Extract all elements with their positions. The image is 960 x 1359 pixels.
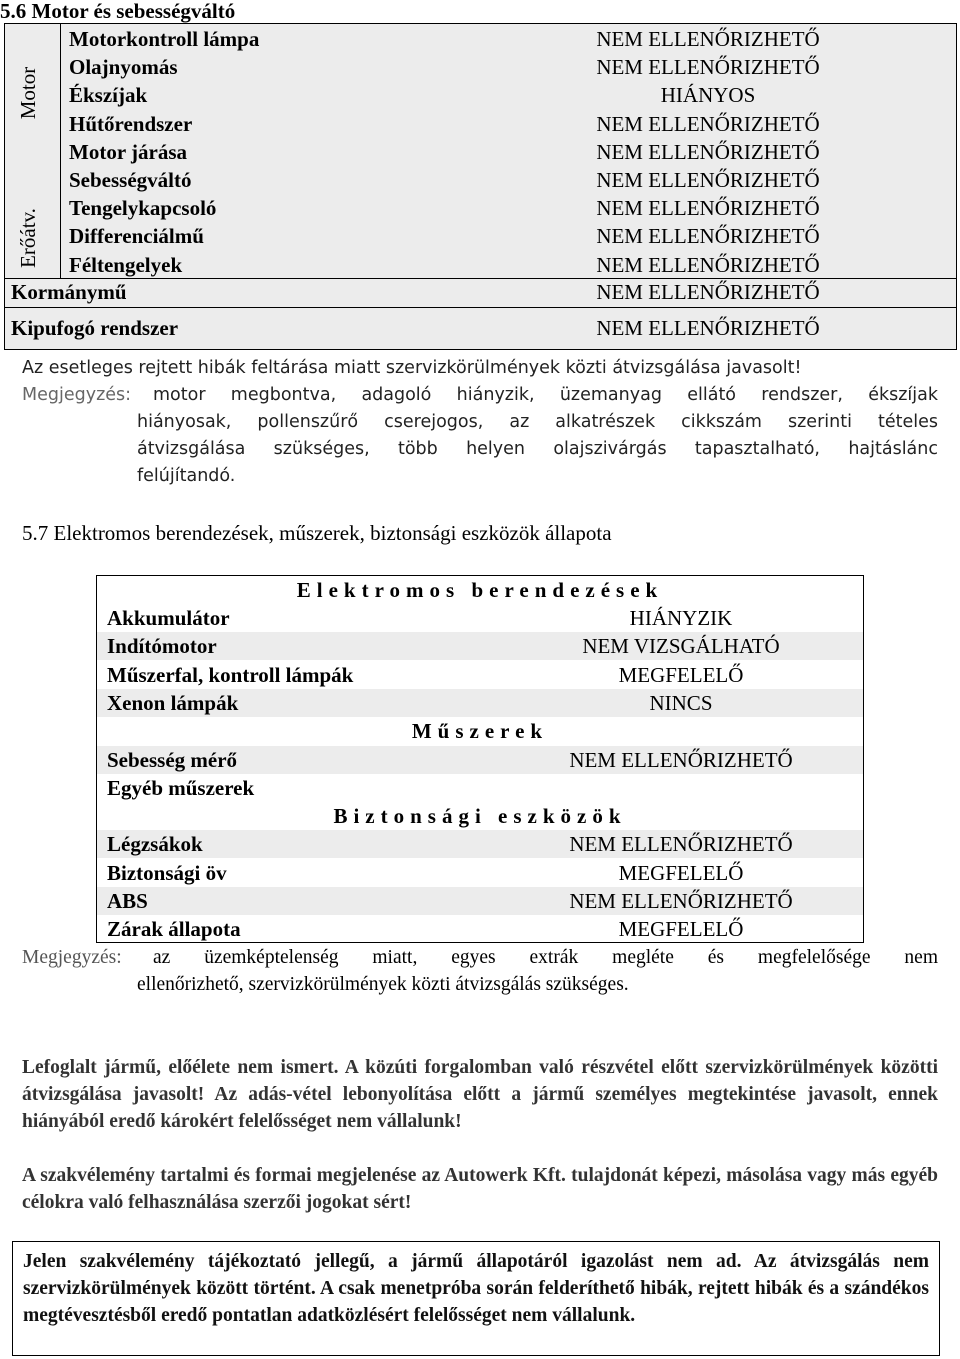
row-value: NEM ELLENŐRIZHETŐ	[569, 889, 793, 913]
remark-label-2: Megjegyzés:	[22, 947, 122, 968]
section-header-row	[97, 802, 863, 830]
row-value: NEM ELLENŐRIZHETŐ	[596, 55, 820, 80]
row-label: Légzsákok	[107, 832, 203, 857]
row-label: Differenciálmű	[69, 224, 204, 249]
row-label: Sebesség mérő	[107, 747, 238, 772]
group-label-motor: Motor	[16, 66, 40, 120]
row-divider	[5, 307, 956, 308]
table-row	[69, 110, 949, 138]
hidden-faults-note: Az esetleges rejtett hibák feltárása miatt szervizkörülmények közti átvizsgálása javasolt!	[22, 358, 802, 378]
table-row	[69, 81, 949, 109]
row-value: MEGFELELŐ	[618, 662, 744, 687]
row-label: Kormánymű	[11, 280, 127, 304]
table-row	[69, 25, 949, 53]
section-header-elektromos: Elektromos berendezések	[296, 578, 664, 602]
row-value: NEM ELLENŐRIZHETŐ	[569, 832, 793, 857]
table-row	[97, 746, 863, 774]
table-row-kipufogo	[11, 314, 951, 342]
row-value: NEM ELLENŐRIZHETŐ	[596, 111, 820, 136]
row-label: Kipufogó rendszer	[11, 316, 179, 340]
row-value: NEM ELLENŐRIZHETŐ	[596, 224, 820, 249]
table-row	[97, 830, 863, 858]
row-label: Motorkontroll lámpa	[69, 27, 260, 51]
table-row	[69, 138, 949, 166]
row-value: NEM ELLENŐRIZHETŐ	[596, 252, 820, 277]
row-value: NEM ELLENŐRIZHETŐ	[596, 168, 820, 192]
table-row	[69, 53, 949, 81]
row-label: Olajnyomás	[69, 55, 178, 80]
section-header-row	[97, 717, 863, 745]
row-label: Egyéb műszerek	[107, 775, 255, 800]
table-row	[97, 859, 863, 887]
row-label: Biztonsági öv	[107, 860, 227, 885]
remark-label: Megjegyzés:	[22, 385, 132, 405]
row-label: Motor járása	[69, 139, 187, 164]
table-row	[97, 632, 863, 660]
table-row	[97, 689, 863, 717]
group-divider	[60, 24, 61, 278]
remark-line: felújítandó.	[137, 466, 236, 486]
table-row-kormanymu	[11, 278, 951, 306]
table-row	[97, 604, 863, 632]
row-value: NEM ELLENŐRIZHETŐ	[596, 196, 820, 221]
group-label-eroatv: Erőátv.	[16, 208, 40, 268]
row-label: Hűtőrendszer	[69, 111, 193, 136]
table-row	[97, 887, 863, 915]
seized-vehicle-paragraph: Lefoglalt jármű, előélete nem ismert. A közúti forgalomban való részvétel előtt szervizkörülmények közötti átvizsgálása javasolt! Az adás-vétel lebonyolítása előtt a jármű személyes megtekintése javasolt, ennek hiányából eredő károkért felelősséget nem vállalunk!	[22, 1057, 938, 1132]
disclaimer-box: Jelen szakvélemény tájékoztató jellegű, a jármű állapotáról igazolást nem ad. Az átvizsgálás nem szervizkörülmények között történt. A csak menetpróba során felderíthető hibák, rejtett hibák és a szándékos megtévesztésből eredő pontatlan adatközlésért felelősséget nem vállalunk.	[12, 1241, 940, 1356]
row-label: Féltengelyek	[69, 252, 183, 277]
remark-line: az üzemképtelenség miatt, egyes extrák megléte és megfelelősége nem	[153, 947, 938, 968]
table-row	[69, 194, 949, 222]
table-row	[97, 915, 863, 943]
section-5-7-title: 5.7 Elektromos berendezések, műszerek, biztonsági eszközök állapota	[22, 521, 612, 545]
row-value: HIÁNYZIK	[629, 606, 733, 630]
row-value: NEM ELLENŐRIZHETŐ	[596, 280, 820, 304]
row-value: NEM VIZSGÁLHATÓ	[582, 634, 780, 659]
section-5-6-title: 5.6 Motor és sebességváltó	[0, 0, 236, 23]
remark-line: motor megbontva, adagoló hiányzik, üzemanyag ellátó rendszer, ékszíjak	[153, 385, 938, 405]
row-value: NEM ELLENŐRIZHETŐ	[569, 747, 793, 772]
row-label: Sebességváltó	[69, 168, 192, 192]
row-value: NINCS	[649, 690, 713, 715]
row-label: Indítómotor	[107, 634, 217, 659]
row-value: NEM ELLENŐRIZHETŐ	[596, 316, 820, 340]
row-value: MEGFELELŐ	[618, 917, 744, 942]
electrical-table	[96, 575, 864, 943]
motor-transmission-table	[4, 23, 957, 350]
row-label: Akkumulátor	[107, 606, 230, 630]
section-header-biztonsagi: Biztonsági eszközök	[333, 804, 627, 829]
row-label: Tengelykapcsoló	[69, 196, 217, 221]
section-header-row	[97, 576, 863, 604]
remark-line: hiányosak, pollenszűrő cserejogos, az alkatrészek cikkszám szerinti tételes	[137, 412, 938, 432]
section-header-muszerek: Műszerek	[411, 719, 549, 744]
remark-line: átvizsgálása szükséges, több helyen olajszivárgás tapasztalható, hajtáslánc	[137, 439, 938, 459]
remark-line: ellenőrizhető, szervizkörülmények közti átvizsgálás szükséges.	[137, 974, 629, 995]
row-label: Műszerfal, kontroll lámpák	[107, 662, 354, 687]
row-value: NEM ELLENŐRIZHETŐ	[596, 27, 820, 51]
row-value: NEM ELLENŐRIZHETŐ	[596, 139, 820, 164]
row-label: ABS	[107, 889, 148, 913]
row-value: HIÁNYOS	[660, 83, 756, 108]
row-label: Zárak állapota	[107, 917, 241, 942]
table-row	[97, 774, 863, 802]
table-row	[69, 166, 949, 194]
row-label: Xenon lámpák	[107, 690, 239, 715]
table-row	[97, 661, 863, 689]
copyright-paragraph: A szakvélemény tartalmi és formai megjelenése az Autowerk Kft. tulajdonát képezi, másolása vagy más egyéb célokra való felhasználása szerzői jogokat sért!	[22, 1165, 938, 1213]
table-row	[69, 251, 949, 279]
row-label: Ékszíjak	[69, 83, 148, 108]
table-row	[69, 222, 949, 250]
row-value: MEGFELELŐ	[618, 860, 744, 885]
